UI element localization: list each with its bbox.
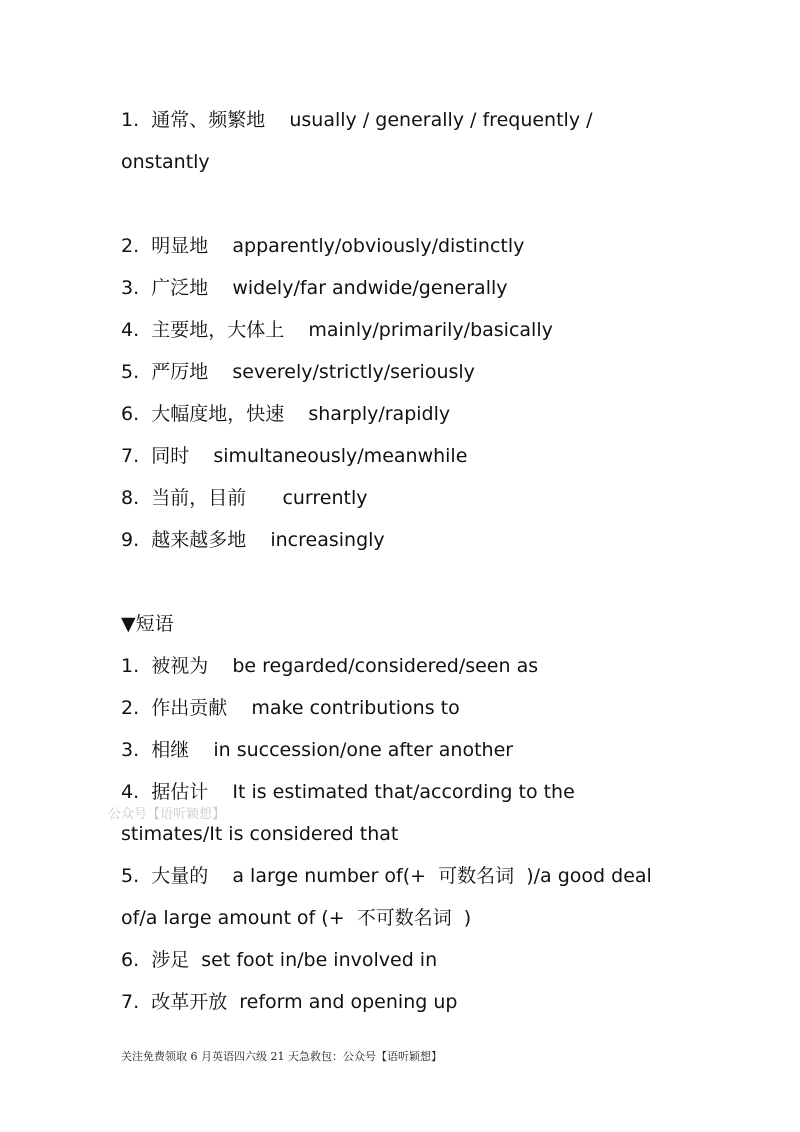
- phrase-line-5-continued: of/a large amount of (+ 不可数名词 ): [121, 907, 472, 929]
- phrase-line-4-continued: stimates/It is considered that: [121, 823, 399, 845]
- adverb-line-1: 1. 通常、频繁地 usually / generally / frequently /: [121, 109, 593, 131]
- watermark-text: 公众号【语听颖想】: [108, 807, 226, 822]
- adverb-line-5: 5. 严厉地 severely/strictly/seriously: [121, 361, 475, 383]
- phrase-line-5: 5. 大量的 a large number of(+ 可数名词 )/a good deal: [121, 865, 652, 887]
- phrase-line-3: 3. 相继 in succession/one after another: [121, 739, 514, 761]
- adverb-line-9: 9. 越来越多地 increasingly: [121, 529, 385, 551]
- page-footer: 关注免费领取 6 月英语四六级 21 天急救包：公众号【语听颖想】: [121, 1050, 442, 1063]
- adverb-line-4: 4. 主要地，大体上 mainly/primarily/basically: [121, 319, 553, 341]
- adverb-line-3: 3. 广泛地 widely/far andwide/generally: [121, 277, 508, 299]
- adverb-line-2: 2. 明显地 apparently/obviously/distinctly: [121, 235, 525, 257]
- phrase-line-1: 1. 被视为 be regarded/considered/seen as: [121, 655, 539, 677]
- phrases-heading: ▼短语: [121, 613, 174, 635]
- adverb-line-8: 8. 当前，目前 currently: [121, 487, 368, 509]
- phrase-line-6: 6. 涉足 set foot in/be involved in: [121, 949, 438, 971]
- phrase-line-4: 4. 据估计 It is estimated that/according to the: [121, 781, 575, 803]
- phrase-line-2: 2. 作出贡献 make contributions to: [121, 697, 460, 719]
- adverb-line-6: 6. 大幅度地，快速 sharply/rapidly: [121, 403, 451, 425]
- phrase-line-7: 7. 改革开放 reform and opening up: [121, 991, 458, 1013]
- adverb-line-7: 7. 同时 simultaneously/meanwhile: [121, 445, 468, 467]
- adverb-line-1-continued: onstantly: [121, 151, 210, 173]
